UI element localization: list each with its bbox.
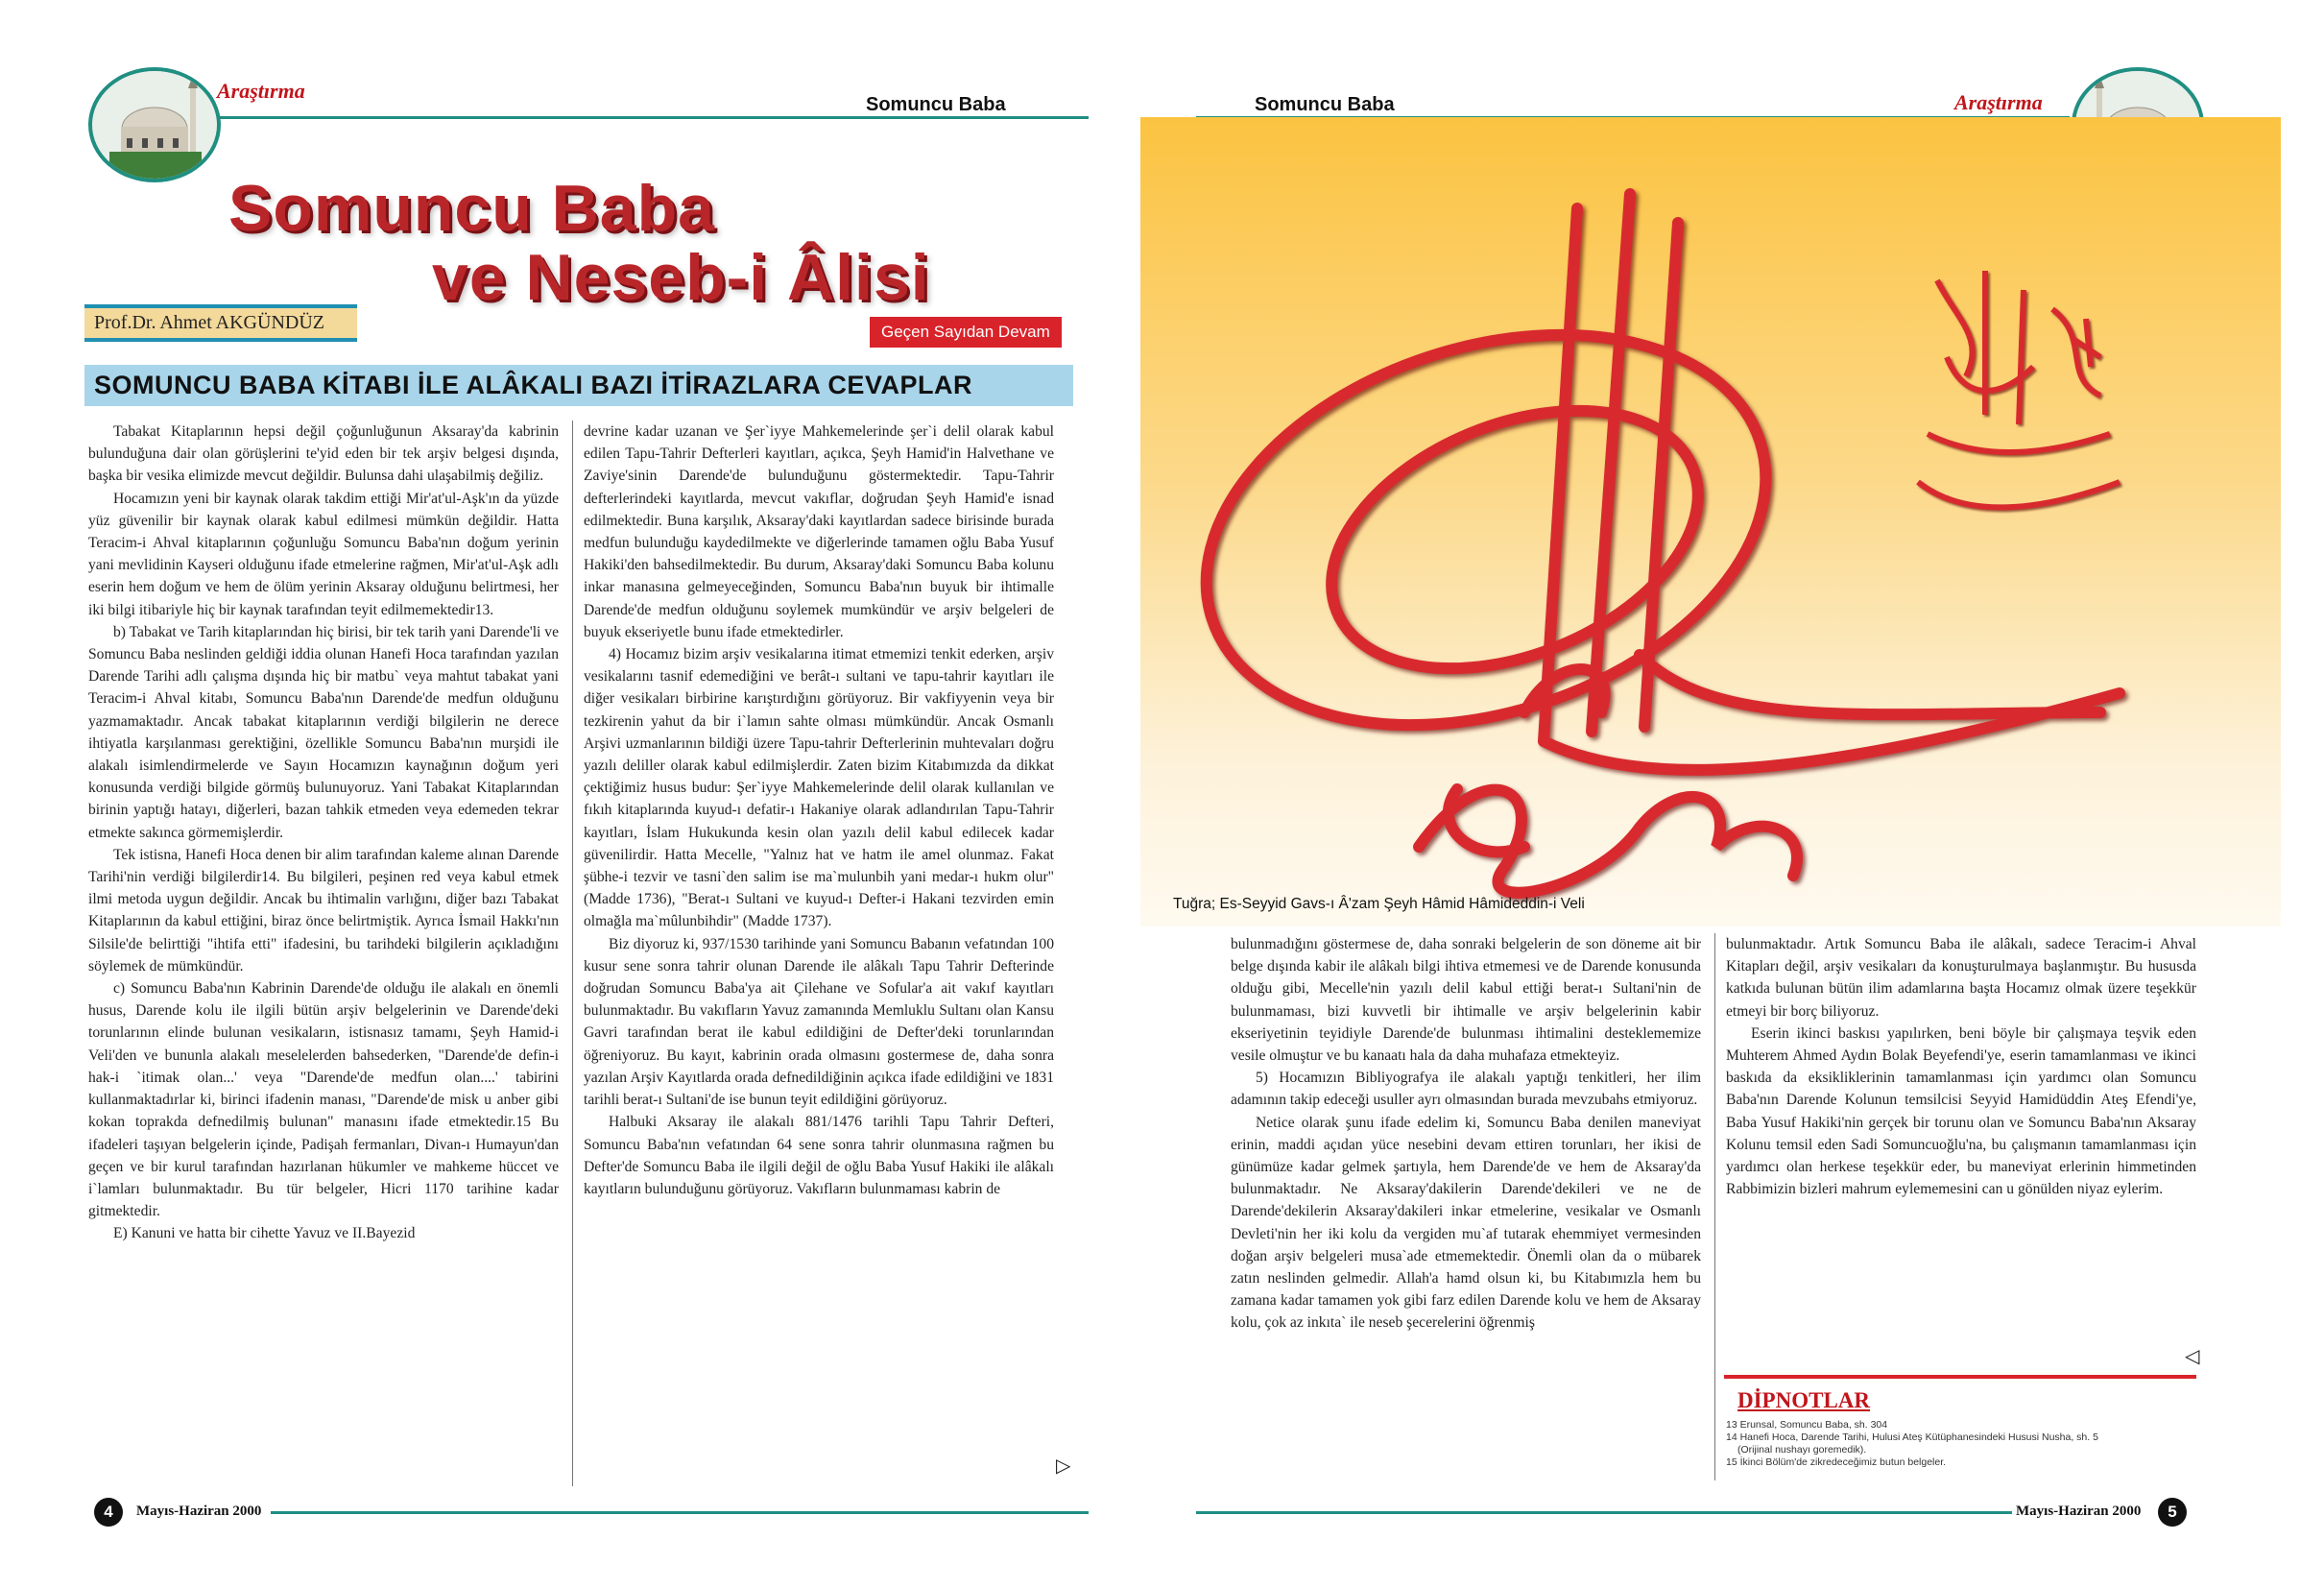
running-head: Somuncu Baba xyxy=(866,94,1006,115)
tugra-illustration xyxy=(1140,117,2281,926)
article-title-line2: ve Neseb-i Âlisi xyxy=(432,241,930,314)
text-column-3 xyxy=(1231,933,1701,1490)
paragraph: 5) Hocamızın Bibliyografya ile alakalı yaptığı tenkitleri, her ilim adamının takip edeceği usuller ayrı olmasından burada mevzubahs etmiyoruz. xyxy=(1231,1070,1701,1109)
footnote: (Orijinal nushayı goremedik). xyxy=(1737,1444,1867,1456)
image-caption: Tuğra; Es-Seyyid Gavs-ı Â'zam Şeyh Hâmid Hâmideddin-i Veli xyxy=(1173,896,1585,912)
paragraph: Halbuki Aksaray ile alakalı 881/1476 tarihli Tapu Tahrir Defteri, Somuncu Baba'nın vefatından 64 sene sonra tahrir olunmasına rağmen bu Defter'de Somuncu Baba ile ilgili değil de oğlu Baba Yusuf Hakiki ile alâkalı kayıtların bulunduğunu görüyoruz. Vakıfların bulunmaması kabrin de xyxy=(584,1114,1054,1197)
paragraph: 4) Hocamız bizim arşiv vesikalarına itimat etmemizi tenkit ederken, arşiv vesikalarını tasnif edemediğini ve berât-ı sultani ve tapu-tahrir kayıtları ile diğer vesikaları birbirine karıştırdığını görüyoruz. Bir vakfiyyenin veya bir tezkirenin yahut da bir i`lamın sahte olması mümkündür. Ancak Osmanlı Arşivi uzmanlarının bildiği üzere Tapu-tahrir Defterlerinin muhtevaları doğru yazılı deliller olarak kabul edilmişlerdir. Zaten bizim Kitabımızda da dikkat çektiğimiz husus budur: Şer`iyye Mahkemelerinde delil olarak kullanılan ve fıkıh kitaplarında kuyud-ı defatir-ı Hakaniye olarak adlandırılan Tapu-Tahrir kayıtları, İslam Hukukunda kesin olan yazılı delil kabul edilecek kadar güvenilirdir. Hatta Mecelle, "Yalnız hat ve hatm ile amel olunmaz. Fakat şübhe-i tezvir ve tasni`den salim ise ma`mulunbih yani medar-ı hukm olur" (Madde 1736), "Berat-ı Sultani ve kuyud-ı Defter-i Hakani tezvirden emin olmağla ma`mûlunbihdir" (Madde 1737). xyxy=(584,646,1054,930)
footnotes-title: DİPNOTLAR xyxy=(1737,1388,1871,1412)
section-heading: SOMUNCU BABA KİTABI İLE ALÂKALI BAZI İTİRAZLARA CEVAPLAR xyxy=(84,365,1073,406)
paragraph: Tabakat Kitaplarının hepsi değil çoğunluğunun Aksaray'da kabrinin bulunduğuna dair olan görüşlerini te'yid eden bir tek arşiv belgesi dışında, başka bir vesika elimizde mevcut değildir. Bulunsa dahi ulaşabilmiş değiliz. xyxy=(88,423,559,485)
paragraph: bulunmadığını göstermese de, daha sonraki belgelerin de son döneme ait bir belge dışında kabir ile alâkalı bilgi ihtiva etmemesi ve de Darende konusunda olduğu gibi, Mecelle'nin yazılı delil kabul ettiği berat-ı Sultani'nin de bulunmaması, bizi kuvvetli bir ihtimalle ve arşiv belgelerinin kabir ekseriyetinin teyidiyle Darende'de bulunması ihtimalini desteklememize vesile olmuştur ve bu kanaatı hala da daha muhafaza etmekteyiz. xyxy=(1231,936,1701,1065)
continued-badge: Geçen Sayıdan Devam xyxy=(870,317,1062,348)
footnote: 13 Erunsal, Somuncu Baba, sh. 304 xyxy=(1726,1419,1888,1431)
footnotes-rule xyxy=(1724,1375,2196,1379)
column-divider-right xyxy=(1714,933,1715,1480)
article-title-line1: Somuncu Baba xyxy=(228,172,715,245)
header-rule xyxy=(217,116,1089,119)
paragraph: Eserin ikinci baskısı yapılırken, beni böyle bir çalışmaya teşvik eden Muhterem Ahmed Aydın Bolak Beyefendi'ye, eserin tamamlanması ve ikinci baskıda da eksikliklerinin tamamlanması için yardımcı olan Somuncu Baba'nın Darende Kolunun temsilcisi Seyyid Hamidüddin Ateş Efendi'ye, Baba Yusuf Hakiki'nin gerçek bir torunu olan ve Somuncu Baba'nın Aksaray Kolunu temsil eden Sadi Somuncuoğlu'na, bu çalışmanın tamamlanması için yardımcı olan herkese teşekkür eder, bu maneviyat erlerinin himmetinden Rabbimizin bizleri mahrum eylememesini can u gönülden niyaz eylerim. xyxy=(1726,1024,2196,1198)
text-column-2 xyxy=(584,421,1054,1494)
footer-rule-right xyxy=(1196,1511,2012,1514)
paragraph: b) Tabakat ve Tarih kitaplarından hiç birisi, bir tek tarih yani Darende'li ve Somuncu Baba neslinden geldiği iddia olunan Hanefi Hoca tarafından yazılan Darende Tarihi adlı çalışma dışında hiç bir matbu` veya mahtut tabakat yani Teracim-i Ahval kitabı, Somuncu Baba'nın Darende'de medfun olduğunu yazmamaktadır. Ancak tabakat kitaplarının verdiği bilgilerin ne derece ihtiyatla karşılanması gerektiğini, özellikle Somuncu Baba'nın murşidi ile alakalı isimlendirmelerde ve Sayın Hocamızın kaynağının doğum yeri konusunda verdiği bilgide görmüş bulunuyoruz. Yani Tabakat Kitaplarından birinin yaptığı hatayı, diğerleri, bazan tahkik etmeden veya edemeden tekrar etmekte sakınca görmemişlerdir. xyxy=(88,623,559,841)
text-column-4 xyxy=(1726,933,2196,1327)
paragraph: bulunmaktadır. Artık Somuncu Baba ile alâkalı, sadece Teracim-i Ahval Kitapları değil, arşiv vesikaları da konuşturulmaya başlanmıştır. Bu hususda katkıda bulunan bütün ilim adamlarına başta Hocamız olmak üzere teşekkür etmeyi bir borç biliyoruz. xyxy=(1726,936,2196,1020)
section-label-right: Araştırma xyxy=(1954,90,2043,114)
column-divider xyxy=(572,421,573,1486)
paragraph: Biz diyoruz ki, 937/1530 tarihinde yani Somuncu Babanın vefatından 100 kusur sene sonra tahrir olunan Darende ile alâkalı Tapu Tahrir Defterinde doğrudan Somuncu Baba'ya ait Çilehane ve Sofular'a ait vakıf kayıtları bulunmaktadır. Bu vakıfların Yavuz zamanında Memluklu Sultanı olan Kansu Gavri tarafından berat ile kabul edildiğini de Defter'deki torunlarından öğreniyoruz. Bu kayıt, kabrinin orada olmasını gostermese de, daha sonra yazılan Arşiv Kayıtlarda orada defnedildiğinin açıkca ifade edildiğini ve 1831 tarihli berat-ı Sultani'de ise bunun teyit edildiğini görüyoruz. xyxy=(584,935,1054,1109)
mosque-icon xyxy=(92,71,217,179)
paragraph: Tek istisna, Hanefi Hoca denen bir alim tarafından kaleme alınan Darende Tarihi'nin verdiği bilgilerdir14. Bu bilgileri, peşinen red veya kabul etmek ilmi metoda uygun değildir. Ancak bu ihtimalin varlığını, diğer bazı Tabakat Kitaplarının da kabul ettiğini, biraz önce belirtmiştik. Ayrıca İsmail Hakkı'nın Silsile'de belirttiği "ihtifa etti" ifadesini, bu tarihdeki bilgilerin açıkladığını söylemek de mümkündür. xyxy=(88,846,559,974)
footnote: 15 İkinci Bölüm'de zikredeceğimiz butun belgeler. xyxy=(1726,1456,1947,1468)
author-byline: Prof.Dr. Ahmet AKGÜNDÜZ xyxy=(84,304,357,342)
continue-arrow-icon: ▷ xyxy=(1056,1454,1071,1477)
running-head-right: Somuncu Baba xyxy=(1255,94,1395,115)
issue-date-right: Mayıs-Haziran 2000 xyxy=(2016,1504,2142,1519)
paragraph: devrine kadar uzanan ve Şer`iyye Mahkemelerinde şer`i delil olarak kabul edilen Tapu-Tahrir Defterleri kayıtları, açıkca, Şeyh Hamid'in Halvethane ve Zaviye'sinin Darende'de bulunduğunu göstermektedir. Tapu-Tahrir defterlerindeki kayıtlarda, mevcut vakıflar, doğrudan Şeyh Hamid'e isnad edilmektedir. Buna karşılık, Aksaray'daki kayıtlardan sadece birisinde burada medfun bulunduğu kaydedilmekte ve diğerlerinde tamamen oğlu Baba Yusuf Hakiki'den bahsedilmektedir. Bu durum, Aksaray'daki Somuncu Baba kolunu inkar manasına gelmeyeceğinden, Somuncu Baba'nın buyuk bir ihtimalle Darende'de medfun olduğunu soylemek mumkündür ve arşiv belgeleri de buyuk ekseriyetle bunu ifade etmektedirler. xyxy=(584,423,1054,640)
footnotes-list xyxy=(1726,1419,2196,1469)
page-number-right: 5 xyxy=(2158,1498,2187,1527)
issue-date-left: Mayıs-Haziran 2000 xyxy=(136,1504,262,1519)
end-arrow-icon: ◁ xyxy=(2185,1344,2200,1367)
footnote: 14 Hanefi Hoca, Darende Tarihi, Hulusi Ateş Kütüphanesindeki Hususi Nusha, sh. 5 xyxy=(1726,1432,2098,1443)
section-label: Araştırma xyxy=(217,79,305,103)
paragraph: E) Kanuni ve hatta bir cihette Yavuz ve II.Bayezid xyxy=(113,1225,416,1242)
paragraph: Netice olarak şunu ifade edelim ki, Somuncu Baba denilen maneviyat erinin, maddi açıdan yüce nesebini devam ettiren torunları, her ikisi de günümüze kadar gelmek şartıyla, hem Darende'de ve hem de Aksaray'da bulunmaktadır. Ne Aksaray'dakilerin Darende'dekileri ve ne de Darende'dekilerin Aksaray'dakileri inkar etmelerine, vesikalar ve Osmanlı Devleti'nin her iki kolu da vergiden mu`af tutarak ehemmiyet vermesinden doğan arşiv belgeleri musa`ade etmemektedir. Önemli olan da o mübarek zatın neslinden gelmedir. Allah'a hamd olsun ki, bu Kitabımızla hem bu zamana kadar tamamen yok gibi farz edilen Darende kolu ve hem de Aksaray kolu, çok az inkıta` ile neseb şecerelerini öğrenmiş xyxy=(1231,1114,1701,1332)
footer-rule-left xyxy=(271,1511,1089,1514)
paragraph: Hocamızın yeni bir kaynak olarak takdim ettiği Mir'at'ul-Aşk'ın da yüzde yüz güvenilir bir kaynak olarak kabul edilmesi mümkün değildir. Hatta Teracim-i Ahval kitaplarının çoğunluğu Somuncu Baba'nın doğum yerinin yani mevlidinin Kayseri olduğunu ifade etmelerine rağmen, Mir'at'ul-Aşk adlı eserin hem doğum ve hem de ölüm yerinin Aksaray olduğunu belirtmesi, her iki bilgi itibariyle hiç bir kaynak tarafından teyit edilmemektedir13. xyxy=(88,490,559,618)
paragraph: c) Somuncu Baba'nın Kabrinin Darende'de olduğu ile alakalı en önemli husus, Darende kolu ile ilgili bütün arşiv belgelerinin ve Darende'deki torunlarının elinde bulunan vesikaların, istisnasız tamamı, Şeyh Hamid-i Veli'den ve bununla alakalı meselelerden bahsederken, "Darende'de defin-i hak-i `itimak olan...' veya "Darende'de medfun olan....' tabirini kullanmaktadırlar ki, birinci ifadenin manası, "Darende'de misk u anber gibi kokan toprakda defnedilmiş bulunan" manasını ifade etmektedir.15 Bu ifadeleri taşıyan belgelerin içinde, Padişah fermanları, Divan-ı Humayun'dan geçen ve bir kurul tarafından hazırlanan hükumler ve mahkeme hüccet ve i`lamları bulunmaktadır. Bu tür belgeler, Hicri 1170 tarihine kadar gitmektedir. xyxy=(88,980,559,1220)
mosque-emblem-left xyxy=(88,67,221,182)
text-column-1 xyxy=(88,421,559,1494)
page-number-left: 4 xyxy=(94,1498,123,1527)
tugra-calligraphy-icon xyxy=(1140,117,2281,926)
